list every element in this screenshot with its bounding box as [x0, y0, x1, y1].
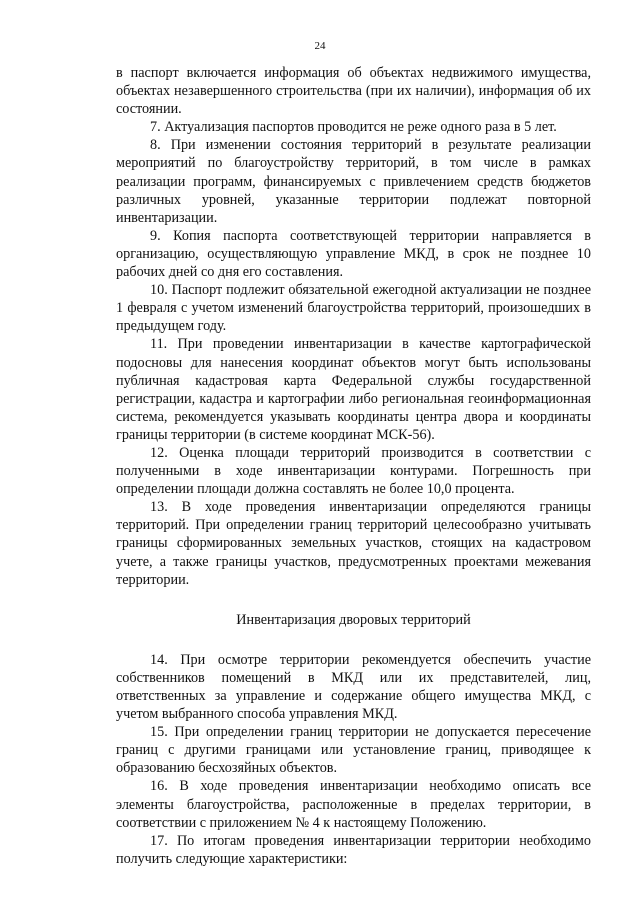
- page-number: 24: [314, 40, 326, 52]
- paragraph-8: 8. При изменении состояния территорий в результате реализации мероприятий по благоустройству территорий, в том числе в рамках реализации программ, финансируемых с привлечением средств бюджетов различных уровней, указанные территории подлежат повторной инвентаризации.: [116, 137, 591, 226]
- paragraph-12: 12. Оценка площади территорий производится в соответствии с полученными в ходе инвентаризации контурами. Погрешность при определении площади должна составлять не более 10,0 процента.: [116, 444, 591, 498]
- section-title: Инвентаризация дворовых территорий: [236, 611, 471, 628]
- paragraph-10: 10. Паспорт подлежит обязательной ежегодной актуализации не позднее 1 февраля с учетом изменений благоустройства территорий, произошедших в предыдущем году.: [116, 282, 591, 335]
- body-text: [116, 64, 591, 868]
- paragraph-continuation: в паспорт включается информация об объектах недвижимого имущества, объектах незавершенного строительства (при их наличии), информация об их состоянии.: [116, 65, 591, 118]
- paragraph-15: 15. При определении границ территории не допускается пересечение границ с другими границами или установление границ, приводящее к образованию бесхозяйных объектов.: [116, 724, 591, 777]
- paragraph-16: 16. В ходе проведения инвентаризации необходимо описать все элементы благоустройства, расположенные в пределах территории, в соответствии с приложением № 4 к настоящему Положению.: [116, 778, 591, 831]
- paragraph-9: 9. Копия паспорта соответствующей территории направляется в организацию, осуществляющую управление МКД, в срок не позднее 10 рабочих дней со дня его составления.: [116, 227, 591, 281]
- paragraph-7: 7. Актуализация паспортов проводится не реже одного раза в 5 лет.: [150, 119, 557, 136]
- paragraph-13: 13. В ходе проведения инвентаризации определяются границы территорий. При определении границ территорий целесообразно учитывать границы сформированных земельных участков, стоящих на кадастровом учете, а также границы участков, предусмотренных проектами межевания территории.: [116, 499, 591, 588]
- paragraph-17: 17. По итогам проведения инвентаризации территории необходимо получить следующие характеристики:: [116, 832, 591, 867]
- paragraph-14: 14. При осмотре территории рекомендуется обеспечить участие собственников помещений в МКД или их представителей, лиц, ответственных за управление и содержание общего имущества МКД, с учетом выбранного способа управления МКД.: [116, 651, 591, 723]
- paragraph-11: 11. При проведении инвентаризации в качестве картографической подосновы для нанесения координат объектов могут быть использованы публичная кадастровая карта Федеральной службы государственной регистрации, кадастра и картографии либо региональная геоинформационная система, рекомендуется указывать координаты центра двора и координаты границы территории (в системе координат МСК-56).: [116, 336, 591, 443]
